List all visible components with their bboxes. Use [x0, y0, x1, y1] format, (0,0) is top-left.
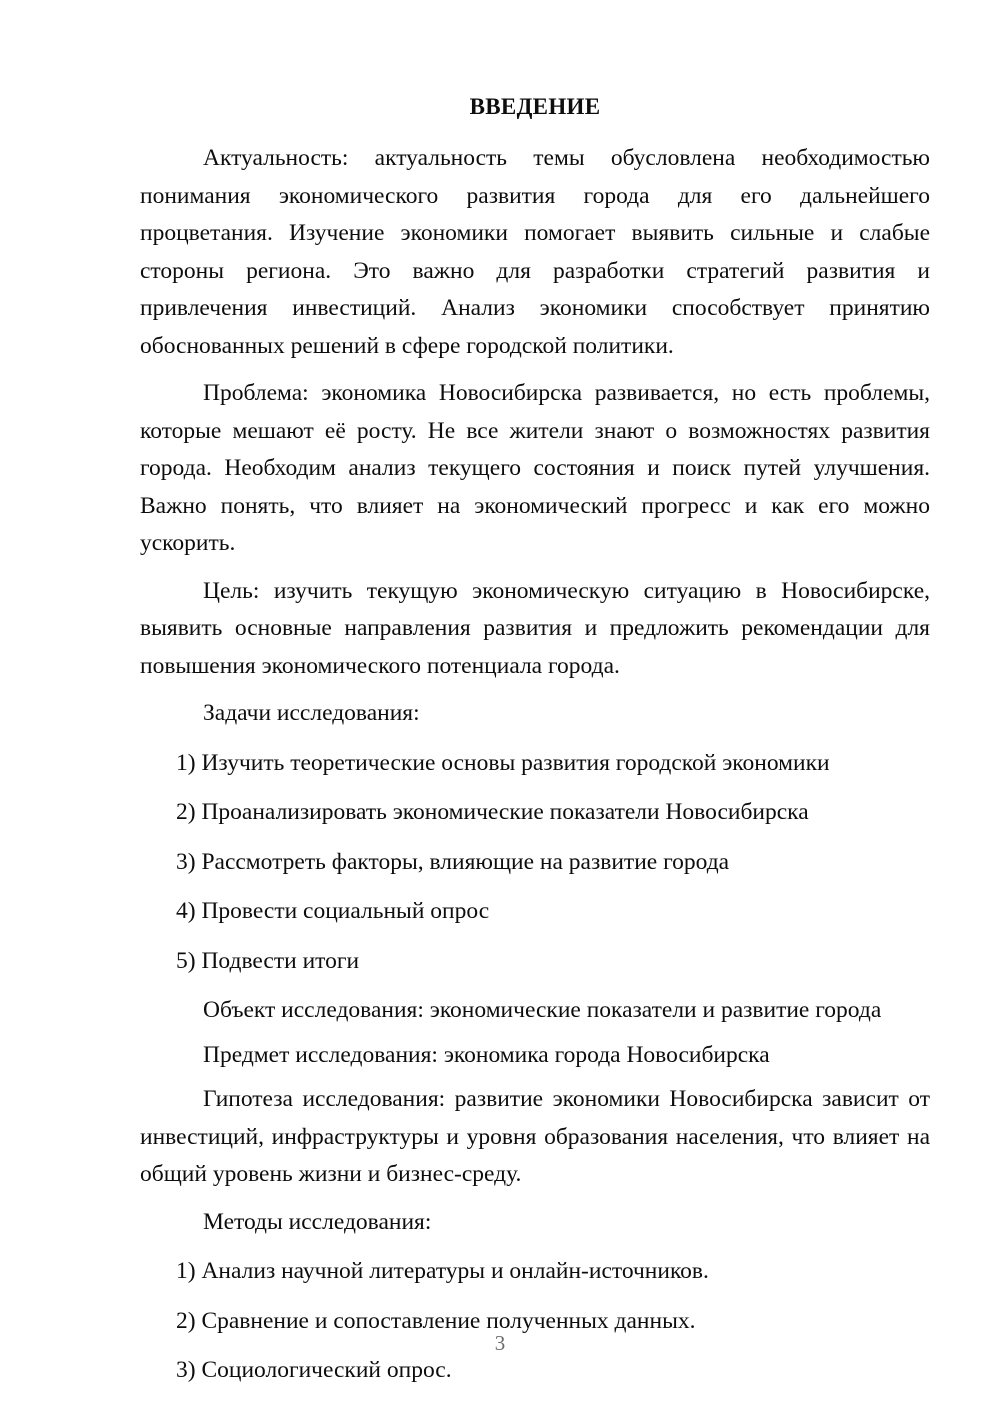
list-item: 1) Анализ научной литературы и онлайн-источников. [176, 1258, 709, 1284]
list-item: 3) Социологический опрос. [176, 1357, 452, 1383]
list-item: 3) Рассмотреть факторы, влияющие на развитие города [176, 848, 730, 875]
paragraph-spacer [140, 1074, 930, 1081]
list-item: 2) Проанализировать экономические показатели Новосибирска [176, 799, 809, 825]
paragraph-spacer [140, 1030, 930, 1037]
paragraph-hypothesis: Гипотеза исследования: развитие экономики Новосибирска зависит от инвестиций, инфраструктуры и уровня образования населения, что влияет на общий уровень жизни и бизнес-среду. [140, 1086, 930, 1187]
list-spacer [140, 1291, 930, 1303]
paragraph-goal: Цель: изучить текущую экономическую ситуацию в Новосибирске, выявить основные направления развития и предложить рекомендации для повышения экономического потенциала города. [140, 577, 930, 679]
page-number: 3 [494, 1331, 506, 1355]
paragraph-relevance: Актуальность: актуальность темы обусловлена необходимостью понимания экономического развития города для его дальнейшего процветания. Изучение экономики помогает выявить сильные и слабые стороны региона. Это важно для разработки стратегий развития и привлечения инвестиций. Анализ экономики способствует принятию обоснованных решений в сфере городской политики. [140, 145, 930, 359]
list-spacer [140, 782, 930, 794]
list-spacer [140, 881, 930, 893]
list-spacer [140, 931, 930, 943]
tasks-heading: Задачи исследования: [203, 700, 420, 726]
list-spacer [140, 1241, 930, 1253]
list-item: 5) Подвести итоги [176, 947, 360, 974]
document-body [140, 92, 930, 1390]
paragraph-spacer [140, 563, 930, 573]
paragraph-subject: Предмет исследования: экономика города Новосибирска [203, 1041, 770, 1068]
list-item: 1) Изучить теоретические основы развития городской экономики [176, 749, 830, 776]
methods-heading: Методы исследования: [203, 1208, 432, 1235]
paragraph-spacer [140, 1194, 930, 1204]
page-title: ВВЕДЕНИЕ [469, 94, 601, 119]
paragraph-object: Объект исследования: экономические показатели и развитие города [203, 997, 882, 1023]
list-spacer [140, 832, 930, 844]
paragraph-spacer [140, 685, 930, 695]
list-spacer [140, 733, 930, 745]
paragraph-spacer [140, 365, 930, 375]
list-item: 2) Сравнение и сопоставление полученных данных. [176, 1307, 696, 1334]
paragraph-problem: Проблема: экономика Новосибирска развивается, но есть проблемы, которые мешают её росту. Не все жители знают о возможностях развития города. Необходим анализ текущего состояния и поиск путей улучшения. Важно понять, что влияет на экономический прогресс и как его можно ускорить. [140, 380, 930, 556]
list-item: 4) Провести социальный опрос [176, 898, 490, 924]
list-spacer [140, 980, 930, 992]
